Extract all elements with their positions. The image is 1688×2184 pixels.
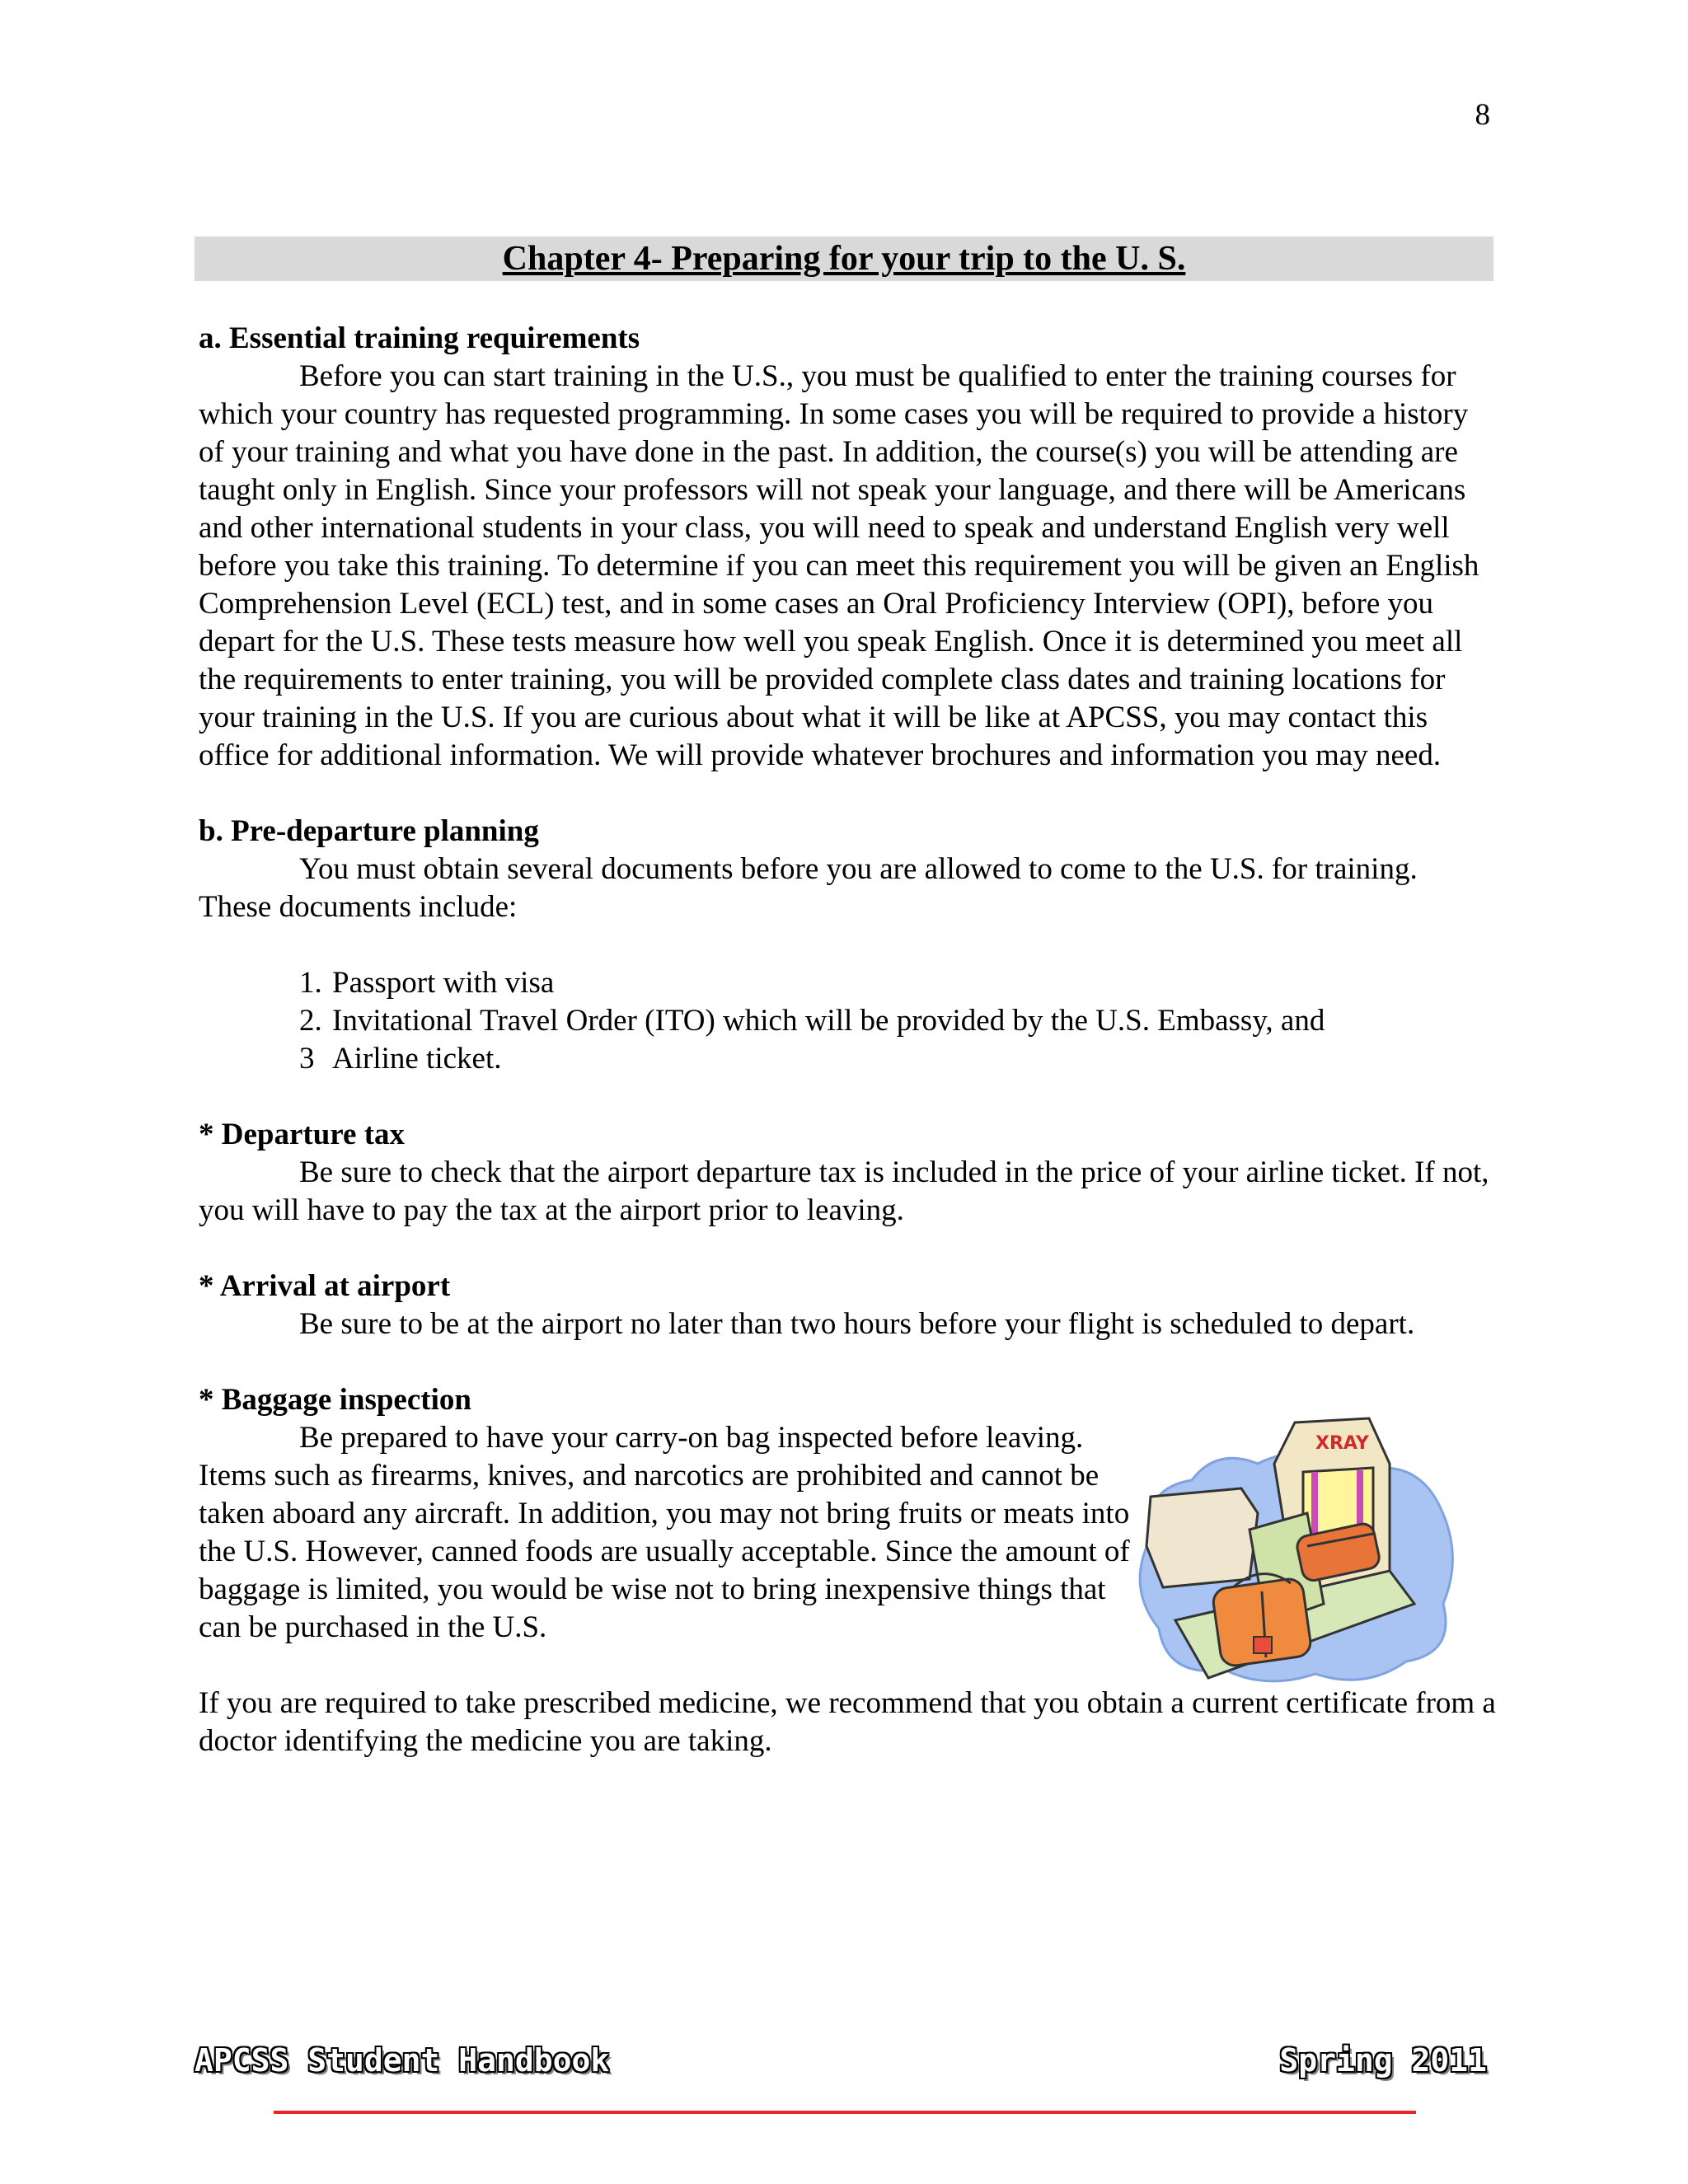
baggage-heading: * Baggage inspection [199,1383,471,1417]
list-item-text: Passport with visa [332,966,555,1000]
section-a-heading: a. Essential training requirements [199,321,640,355]
xray-baggage-illustration [1118,1414,1464,1694]
arrival-body: Be sure to be at the airport no later than two hours before your flight is scheduled to depart. [299,1307,1415,1341]
list-item-text: Invitational Travel Order (ITO) which will be provided by the U.S. Embassy, and [332,1004,1325,1038]
section-b-body: You must obtain several documents before you are allowed to come to the U.S. for training. These documents include: [199,852,1418,924]
departure-tax-body: Be sure to check that the airport departure tax is included in the price of your airline ticket. If not, you will have to pay the tax at the airport prior to leaving. [199,1155,1489,1227]
list-item-number: 3 [299,1042,315,1076]
document-list [199,964,1497,1078]
arrival-heading: * Arrival at airport [199,1269,451,1303]
list-item-number: 1. [299,966,322,1000]
list-item [299,1040,1497,1078]
footer-date: Spring 2011 [1279,2042,1487,2079]
list-item [299,1002,1497,1040]
list-item-text: Airline ticket. [332,1042,502,1076]
page-footer [195,2042,1487,2079]
section-b-heading: b. Pre-departure planning [199,814,539,848]
page-number: 8 [1475,98,1490,132]
chapter-title: Chapter 4- Preparing for your trip to the U. S. [502,240,1186,278]
xray-label: XRAY [1315,1433,1369,1454]
document-body [199,320,1497,1760]
departure-tax-heading: * Departure tax [199,1118,406,1151]
footer-title: APCSS Student Handbook [195,2042,610,2079]
section-a-body: Before you can start training in the U.S., you must be qualified to enter the training courses for which your country has requested programming. In some cases you will be required to provide a history of your training and what you have done in the past. In addition, the course(s) you will be attending are taught only in English. Since your professors will not speak your language, and there will be Americans and other international students in your class, you will need to speak and understand English very well before you take this training. To determine if you can meet this requirement you will be given an English Comprehension Level (ECL) test, and in some cases an Oral Proficiency Interview (OPI), before you depart for the U.S. These tests measure how well you speak English. Once it is determined you meet all the requirements to enter training, you will be provided complete class dates and training locations for your training in the U.S. If you are curious about what it will be like at APCSS, you may contact this office for additional information. We will provide whatever brochures and information you may need. [199,359,1479,772]
footer-rule [274,2111,1416,2114]
list-item-number: 2. [299,1004,322,1038]
medicine-note: If you are required to take prescribed medicine, we recommend that you obtain a current certificate from a doctor identifying the medicine you are taking. [199,1686,1496,1758]
list-item [299,964,1497,1002]
baggage-body: Be prepared to have your carry-on bag inspected before leaving. Items such as firearms, knives, and narcotics are prohibited and cannot be taken aboard any aircraft. In addition, you may not bring fruits or meats into the U.S. However, canned foods are usually acceptable. Since the amount of baggage is limited, you would be wise not to bring inexpensive things that can be purchased in the U.S. [199,1421,1130,1644]
baggage-section [199,1381,1497,1760]
chapter-header [195,237,1493,281]
